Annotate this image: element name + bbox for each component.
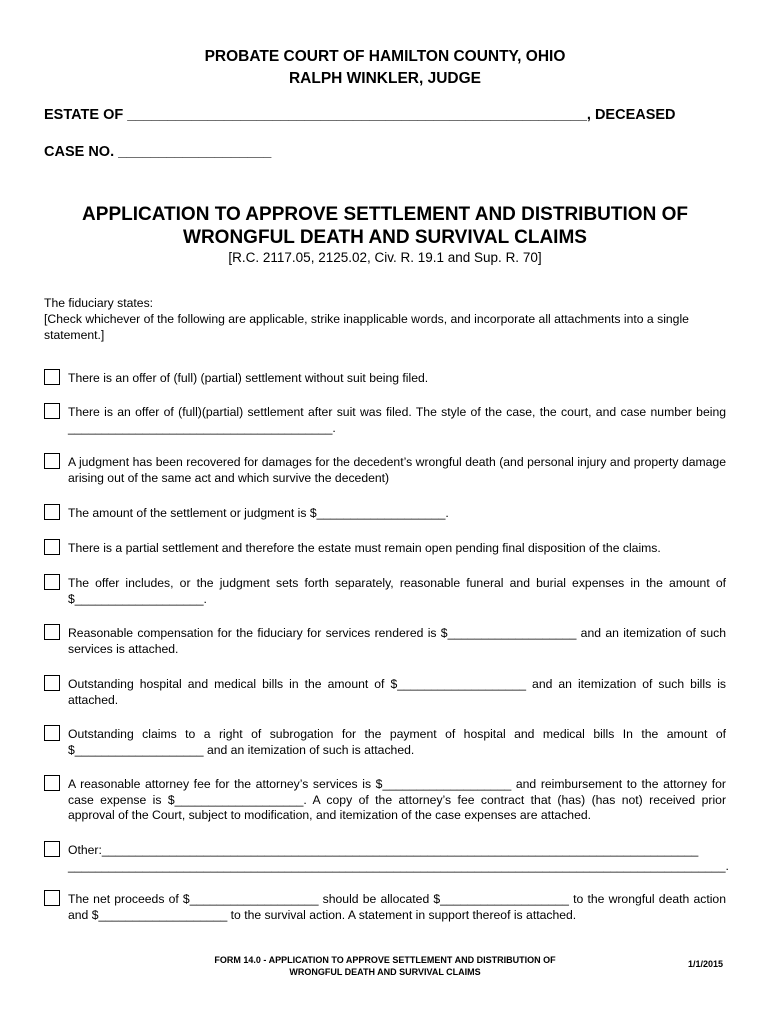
checkbox[interactable] <box>44 504 60 520</box>
item-text: There is a partial settlement and therefore the estate must remain open pending final disposition of the claims. <box>68 541 661 555</box>
item-text: Outstanding hospital and medical bills in the amount of $___________________ and an itemization of such bills is attached. <box>68 677 726 707</box>
checkbox[interactable] <box>44 725 60 741</box>
item-text: Reasonable compensation for the fiduciary for services rendered is $___________________ and an itemization of such services is attached. <box>68 626 726 656</box>
statute-citation: [R.C. 2117.05, 2125.02, Civ. R. 19.1 and Sup. R. 70] <box>228 250 542 265</box>
item-text: A reasonable attorney fee for the attorney’s services is $___________________ and reimbursement to the attorney for case expense is $___________________. A copy of the attorney’s fee contract that (has) (has not) received prior approval of the Court, subject to modification, and itemization of the case expenses are attached. <box>68 777 726 822</box>
item-text: There is an offer of (full)(partial) settlement after suit was filed. The style of the case, the court, and case number being _______________________________________. <box>68 405 726 435</box>
estate-of-field[interactable]: ESTATE OF _________________________________________________________, DECEASED <box>44 107 676 123</box>
checkbox[interactable] <box>44 624 60 640</box>
checkbox[interactable] <box>44 453 60 469</box>
case-number-field[interactable]: CASE NO. ___________________ <box>44 144 272 160</box>
checkbox[interactable] <box>44 539 60 555</box>
footer-form-title-2: WRONGFUL DEATH AND SURVIVAL CLAIMS <box>289 967 481 977</box>
footer-form-title-1: FORM 14.0 - APPLICATION TO APPROVE SETTLEMENT AND DISTRIBUTION OF <box>214 955 556 965</box>
item-text: The net proceeds of $___________________ should be allocated $___________________ to the wrongful death action and $___________________ to the survival action. A statement in support thereof is attached. <box>68 892 726 922</box>
instructions-text: [Check whichever of the following are applicable, strike inapplicable words, and incorporate all attachments into a single statement.] <box>44 312 689 342</box>
checkbox[interactable] <box>44 675 60 691</box>
checkbox[interactable] <box>44 775 60 791</box>
checkbox[interactable] <box>44 369 60 385</box>
item-text: The offer includes, or the judgment sets forth separately, reasonable funeral and burial expenses in the amount of $___________________. <box>68 576 726 606</box>
item-text: There is an offer of (full) (partial) settlement without suit being filed. <box>68 371 429 385</box>
footer-date: 1/1/2015 <box>688 959 724 969</box>
checkbox[interactable] <box>44 890 60 906</box>
checkbox[interactable] <box>44 403 60 419</box>
form-title-line-2: WRONGFUL DEATH AND SURVIVAL CLAIMS <box>183 227 587 248</box>
item-text: Outstanding claims to a right of subrogation for the payment of hospital and medical bills In the amount of $___________________ and an itemization of such is attached. <box>68 727 726 757</box>
fiduciary-states-label: The fiduciary states: <box>44 296 154 310</box>
form-title-line-1: APPLICATION TO APPROVE SETTLEMENT AND DISTRIBUTION OF <box>82 204 688 225</box>
judge-name: RALPH WINKLER, JUDGE <box>288 70 482 87</box>
item-text: The amount of the settlement or judgment is $___________________. <box>68 506 449 520</box>
item-text: A judgment has been recovered for damages for the decedent’s wrongful death (and personal injury and property damage arising out of the same act and which survive the decedent) <box>68 455 726 485</box>
item-text: Other:________________________________________________________________________________________ _________________________________________________________________________________________________. <box>68 843 729 873</box>
checkbox[interactable] <box>44 574 60 590</box>
checkbox[interactable] <box>44 841 60 857</box>
court-name: PROBATE COURT OF HAMILTON COUNTY, OHIO <box>204 48 566 65</box>
